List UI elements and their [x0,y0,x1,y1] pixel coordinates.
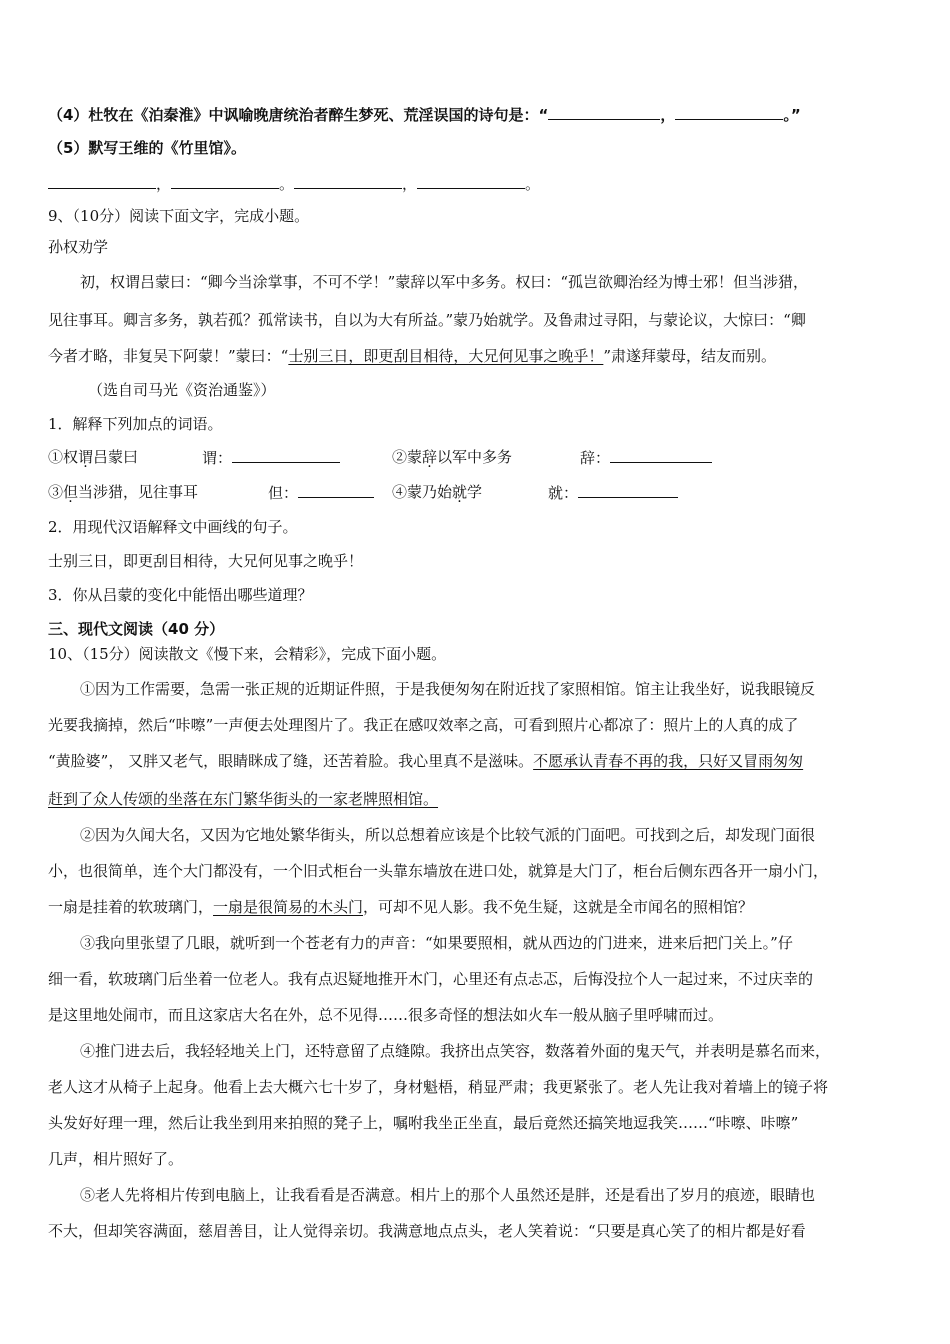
q5-text: （5）默写王维的《竹里馆》。 [48,139,246,157]
text: 就： [548,484,579,502]
q9-heading: 9、（10分）阅读下面文字，完成小题。 [48,207,310,225]
q9-sub2: 2．用现代汉语解释文中画线的句子。 [48,518,298,536]
vocab-item-3 [48,481,198,503]
text: ”肃遂拜蒙母，结友而别。 [603,347,777,365]
p2-line-2: 小，也很简单，连个大门都没有，一个旧式柜台一头靠东墙放在进口处，就算是大门了，柜台后侧东西各开一扇小门， [48,862,829,880]
p4-line-1: ④推门进去后，我轻轻地关上门，还特意留了点缝隙。我挤出点笑容，数落着外面的鬼天气，并表明是慕名而来， [80,1042,831,1060]
answer-blank[interactable] [232,446,340,463]
vocab-answer-1 [202,446,340,469]
text: 今者才略，非复吴下阿蒙！”蒙曰：“ [48,347,289,365]
q9-para-line-3 [48,345,905,367]
blank[interactable] [417,172,525,189]
q4-line [48,103,905,126]
text: 但： [268,484,299,502]
text: ③ [48,483,64,501]
p4-line-2: 老人这才从椅子上起身。他看上去大概六七十岁了，身材魁梧，稍显严肃；我更紧张了。老人先让我对着墙上的镜子将 [48,1078,829,1096]
p3-line-2: 细一看，软玻璃门后坐着一位老人。我有点迟疑地推开木门，心里还有点忐忑，后悔没拉个人一起过来，不过庆幸的 [48,970,814,988]
blank[interactable] [548,103,660,120]
vocab-item-1 [48,446,138,468]
underlined-sentence: 赶到了众人传颂的坐落在东门繁华街头的一家老牌照相馆。 [48,790,439,808]
q9-title: 孙权劝学 [48,238,109,256]
p4-line-4: 几声，相片照好了。 [48,1150,184,1168]
text: 一扇是挂着的软玻璃门， [48,898,214,916]
p3-line-1: ③我向里张望了几眼，就听到一个苍老有力的声音：“如果要照相，就从西边的门进来，进来后把门关上。”仔 [80,934,793,952]
p1-line-2: 光要我摘掉，然后“咔嚓”一声便去处理图片了。我正在感叹效率之高，可看到照片心都凉了：照片上的人真的成了 [48,716,799,734]
p2-line-1: ②因为久闻大名，又因为它地处繁华街头，所以总想着应该是个比较气派的门面吧。可找到之后，却发现门面很 [80,826,816,844]
blank[interactable] [171,172,279,189]
section3-heading: 三、现代文阅读（40 分） [48,620,225,638]
text: 以军中多务 [437,448,513,466]
q9-sub3: 3．你从吕蒙的变化中能悟出哪些道理？ [48,586,313,604]
underlined-phrase: 一扇是很简易的木头门 [213,898,364,916]
comma: ， [402,175,418,193]
answer-blank[interactable] [298,481,374,498]
q4-text: （4）杜牧在《泊秦淮》中讽喻晚唐统治者醉生梦死、荒淫误国的诗句是：“ [48,106,549,124]
q5-blanks [48,172,905,195]
p1-line-4 [48,788,905,810]
dotted-char: 但 [63,483,79,501]
text: ④蒙乃始 [392,483,453,501]
text: 吕蒙曰 [93,448,139,466]
p5-line-2: 不大，但却笑容满面，慈眉善目，让人觉得亲切。我满意地点点头，老人笑着说：“只要是真心笑了的相片都是好看 [48,1222,806,1240]
comma: ， [660,106,676,124]
q9-sub1: 1．解释下列加点的词语。 [48,415,223,433]
text: ，可却不见人影。我不免生疑，这就是全市闻名的照相馆？ [363,898,754,916]
answer-blank[interactable] [610,446,712,463]
text: 谓： [202,449,233,467]
text: 辞： [580,449,611,467]
blank[interactable] [294,172,402,189]
underlined-sentence: 士别三日，即更刮目相待，大兄何见事之晚乎！ [288,347,604,365]
end-quote: 。” [783,106,801,124]
q9-para-line-1: 初，权谓吕蒙曰：“卿今当涂掌事，不可不学！”蒙辞以军中多务。权曰：“孤岂欲卿治经为博士邪！但当涉猎， [80,273,809,291]
text: ①权 [48,448,79,466]
q9-source: （选自司马光《资治通鉴》） [88,381,276,399]
vocab-item-4 [392,481,482,503]
q10-heading: 10、（15分）阅读散文《慢下来，会精彩》，完成下面小题。 [48,645,447,663]
comma: ， [156,175,172,193]
answer-blank[interactable] [578,481,678,498]
p5-line-1: ⑤老人先将相片传到电脑上，让我看看是否满意。相片上的那个人虽然还是胖，还是看出了岁月的痕迹，眼睛也 [80,1186,816,1204]
vocab-answer-3 [268,481,374,504]
p1-line-3 [48,750,905,772]
text: 当涉猎，见往事耳 [78,483,199,501]
dotted-char: 就 [452,483,468,501]
q9-sub2-sentence: 士别三日，即更刮目相待，大兄何见事之晚乎！ [48,552,364,570]
vocab-answer-4 [548,481,678,504]
text: ②蒙 [392,448,423,466]
dotted-char: 辞 [422,448,438,466]
underlined-sentence: 不愿承认青春不再的我，只好又冒雨匆匆 [533,752,804,770]
q5-line [48,137,905,159]
vocab-answer-2 [580,446,712,469]
vocab-item-2 [392,446,512,468]
blank[interactable] [48,172,156,189]
period: 。 [279,175,295,193]
p3-line-3: 是这里地处闹市，而且这家店大名在外，总不见得……很多奇怪的想法如火车一般从脑子里呼啸而过。 [48,1006,724,1024]
text: “黄脸婆”， 又胖又老气，眼睛眯成了缝，还苦着脸。我心里真不是滋味。 [48,752,534,770]
period: 。 [525,175,541,193]
p2-line-3 [48,896,905,918]
p1-line-1: ①因为工作需要，急需一张正规的近期证件照，于是我便匆匆在附近找了家照相馆。馆主让我坐好，说我眼镜反 [80,680,816,698]
dotted-char: 谓 [78,448,94,466]
p4-line-3: 头发好好理一理，然后让我坐到用来拍照的凳子上，嘱咐我坐正坐直，最后竟然还搞笑地逗我笑……“咔嚓、咔嚓” [48,1114,799,1132]
q9-para-line-2: 见往事耳。卿言多务，孰若孤？孤常读书，自以为大有所益。”蒙乃始就学。及鲁肃过寻阳，与蒙论议，大惊曰：“卿 [48,311,806,329]
text: 学 [467,483,483,501]
blank[interactable] [675,103,783,120]
